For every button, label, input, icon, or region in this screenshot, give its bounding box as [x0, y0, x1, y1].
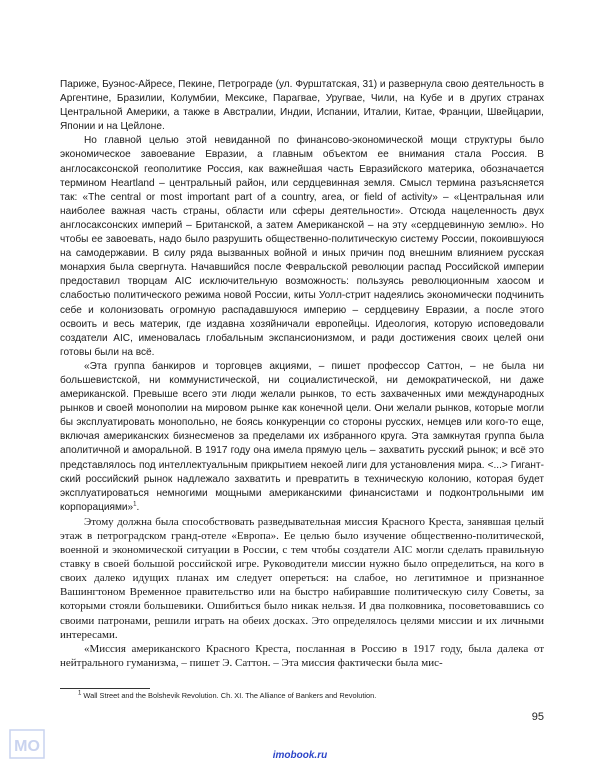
logo-text: МО [14, 738, 40, 755]
footnote [78, 691, 538, 701]
footnote-text: Wall Street and the Bolshevik Revolution. Ch. XI. The Alliance of Bankers and Revolution. [83, 691, 377, 700]
page-body [60, 78, 544, 670]
page-number: 95 [531, 711, 544, 723]
paragraph-1: Париже, Буэнос-Айресе, Пекине, Петрограде (ул. Фурштатская, 31) и развернула свою деятельность в Аргентине, Бразилии, Колумбии, Мексике, Парагвае, Уругвае, Чили, на Кубе и в других странах Центральной Америки, а также в Австралии, Индии, Испании, Италии, Китае, Франции, Швейцарии, Японии и на Цейлоне. [60, 79, 544, 133]
paragraph-5: «Миссия американского Красного Креста, посланная в Россию в 1917 году, была далека от нейтрального гуманизма, – пишет Э. Саттон. – Эта миссия фактически была мис- [60, 642, 544, 669]
paragraph-4: Этому должна была способствовать разведывательная миссия Красного Креста, занявшая целый этаж в петроградском гранд-отеле «Европа». Ее целью было изучение общественно-политической, военной и экономической ситуации в России, с тем чтобы создатели AIC могли сделать правильную ставку в своей большой российской игре. Руководители миссии нужно было определиться, на кого в своих далеко идущих планах им следует опереться: на слабое, но легитимное и признанное Вашингтоном Временное правительство или на быстро набиравшие политическую силу Советы, за которыми стояли большевики. Ошибиться было никак нельзя. И два полковника, посоветовавшись со своими патронами, решили играть на обеих досках. Это определялось целями миссии и их личными интересами. [60, 515, 544, 641]
paragraph-2: Но главной целью этой невиданной по финансово-экономической мощи структуры было экономическое завоевание Евразии, а главным объектом ее внимания стала Россия. В англосаксонской геополитике Россия, как важнейшая часть Евразийского материка, обозначается термином Heartland – центральный район, или сердцевинная земля. Смысл термина разъясняется так: «The central or most important part of a country, area, or field of activity» – «Центральная или наиболее важная часть страны, области или сферы деятельности». Отсюда нацеленность двух англосаксонских империй – Британской, а затем Американской – на эту «сердцевинную землю». Но чтобы ее завоевать, надо было разрушить общественно-политическую систему России, покоившуюся на самодержавии. В силу ряда вызванных войной и иных причин под внешним влиянием русская монархия была свергнута. Начавшийся после Февральской революции распад Российской империи предоставил творцам AIC исключительную возможность: пользуясь революционным хаосом и слабостью политического режима новой России, киты Уолл-стрит надеялись экономически подчинить себе и колонизовать огромную распадавшуюся империю – сердцевину Евразии, а после этого освоить и весь материк, где издавна хозяйничали европейцы. Идеология, которую исповедовали создатели AIC, именовалась глобальным экспансионизмом, и ради достижения своих целей они готовы были на всё. [60, 135, 544, 358]
footnote-ref[interactable]: 1 [133, 501, 137, 508]
site-link[interactable]: imobook.ru [272, 750, 328, 761]
paragraph-3-text: «Эта группа банкиров и торговцев акциями, – пишет профессор Саттон, – не была ни большевистской, ни коммунистической, ни социалистической, ни демократической, ни даже американской. Превыше всего эти люди желали рынков, то есть захваченных ими международных рынков и своей монополии на мировом рынке как конечной цели. Они желали рынков, которые могли бы эксплуатировать монопольно, не боясь конкуренции со стороны русских, немцев или кого-то еще, включая американских бизнесменов за пределами их избранного круга. Эта замкнутая группа была аполитичной и аморальной. В 1917 году она имела прямую цель – захватить русский рынок; и всё это представлялось под интеллектуальным прикрытием некоей лиги для установления мира. <...> Гигантский российский рынок надлежало захватить и превратить в техническую колонию, которая будет эксплуатироваться немногими мощными американскими финансистами и подконтрольными им корпорациями» [60, 360, 544, 513]
footnote-number: 1 [78, 690, 82, 697]
footnote-divider [60, 688, 150, 689]
paragraph-3: «Эта группа банкиров и торговцев акциями, – пишет профессор Саттон, – не была ни большевистской, ни коммунистической, ни социалистической, ни демократической, ни даже американской. Превыше всего эти люди желали рынков, то есть захваченных ими международных рынков и своей монополии на мировом рынке как конечной цели. Они желали рынков, которые могли бы эксплуатировать монопольно, не боясь конкуренции со стороны русских, немцев или кого-то еще, включая американских бизнесменов за пределами их избранного круга. Эта замкнутая группа была аполитичной и аморальной. В 1917 году она имела прямую цель – захватить русский рынок; и всё это представлялось под интеллектуальным прикрытием некоей лиги для установления мира. <...> Гигантский российский рынок надлежало захватить и превратить в техническую колонию, которая будет эксплуатироваться немногими мощными американскими финансистами и подконтрольными им корпорациями»$^1$. [60, 360, 544, 513]
